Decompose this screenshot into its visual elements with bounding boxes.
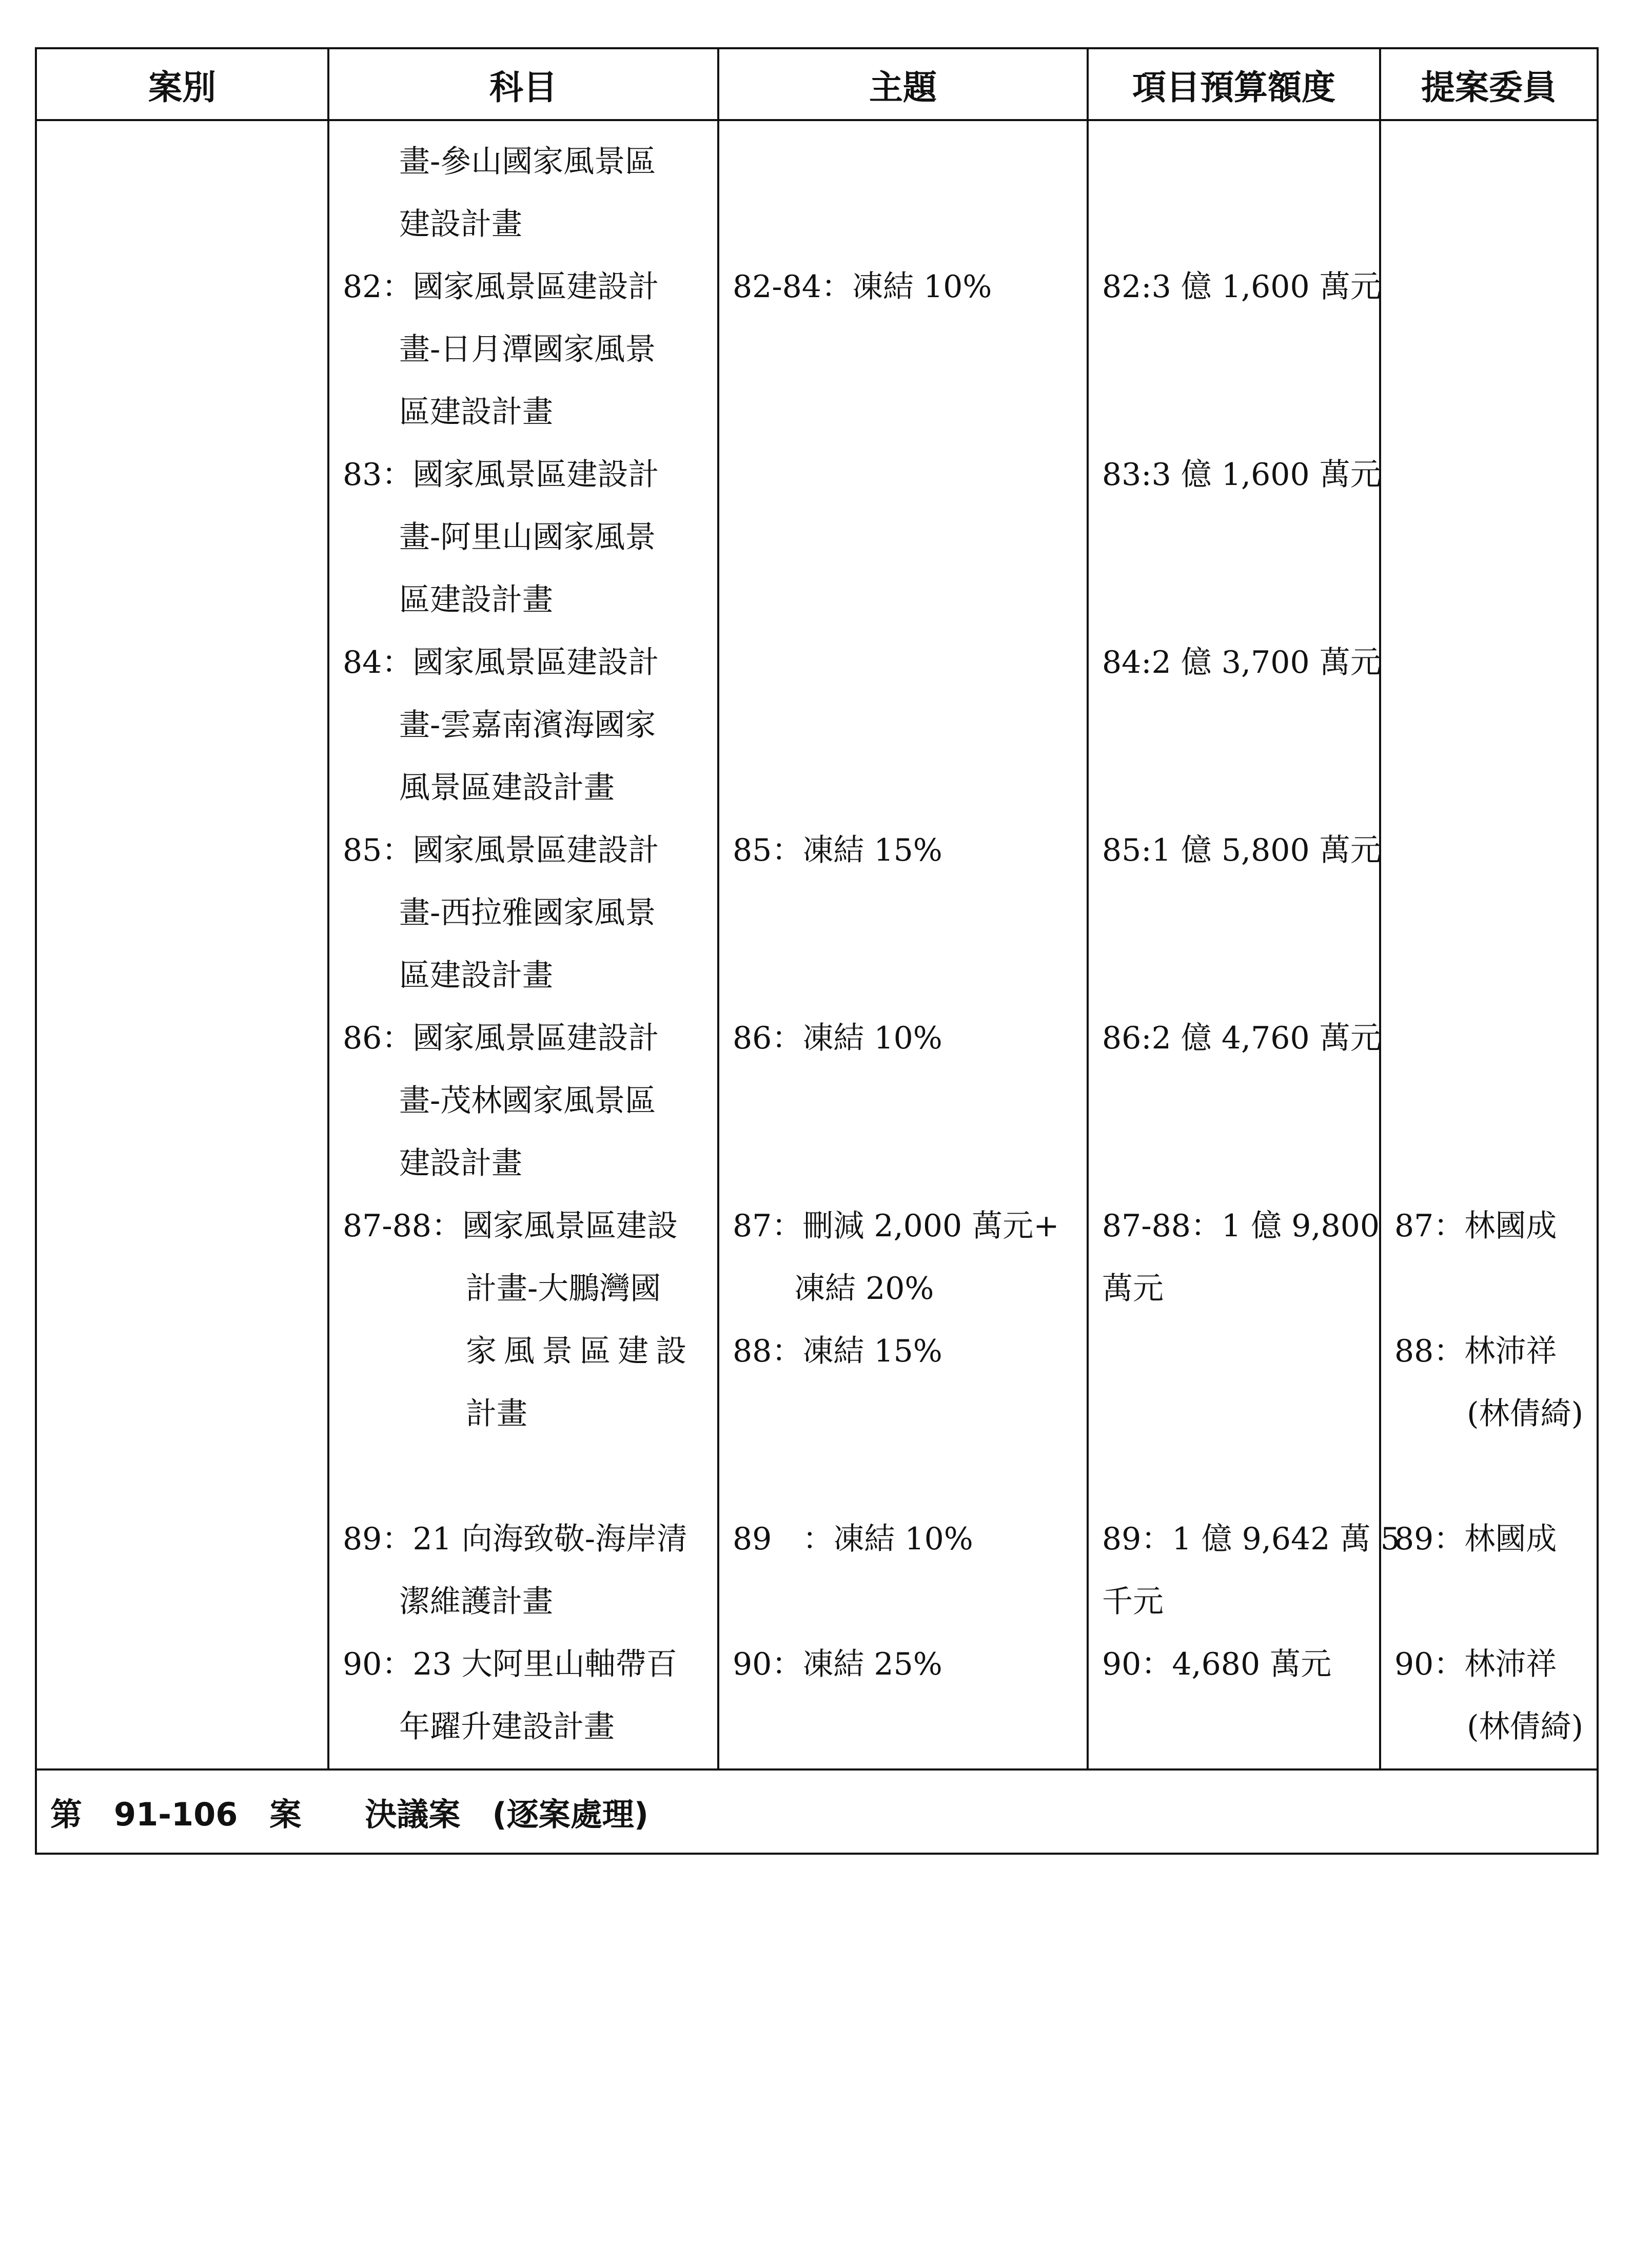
subject-line: 90：23 大阿里山軸帶百 [343,1646,677,1682]
subject-line: 潔維護計畫 [399,1584,553,1620]
subject-line: 85：國家風景區建設計 [343,832,659,868]
budget-line: 87-88：1 億 9,800 [1102,1208,1380,1244]
proposer-line: (林倩綺) [1467,1709,1583,1745]
proposer-line: (林倩綺) [1467,1396,1583,1432]
subject-line: 風景區建設計畫 [399,770,615,806]
subject-line: 86：國家風景區建設計 [343,1020,659,1056]
theme-line: 89 ：凍結 10% [733,1521,973,1557]
subject-line: 區建設計畫 [399,958,553,994]
table-footer-row [36,1769,1598,1854]
subject-cell [328,120,718,1769]
subject-line: 畫-參山國家風景區 [399,144,656,180]
proposer-line: 90：林沛祥 [1394,1646,1557,1682]
table-body-row [36,120,1598,1769]
subject-line: 家風景區建設 [466,1333,694,1369]
subject-line: 84：國家風景區建設計 [343,645,659,680]
theme-cell [718,120,1088,1769]
subject-line: 計畫 [466,1396,527,1432]
subject-line: 畫-西拉雅國家風景 [399,895,656,931]
proposer-line: 89：林國成 [1394,1521,1557,1557]
subject-line: 區建設計畫 [399,582,553,618]
budget-line: 84:2 億 3,700 萬元 [1102,645,1381,680]
budget-table [35,47,1599,1855]
header-theme: 主題 [718,48,1088,120]
subject-line: 83：國家風景區建設計 [343,457,659,493]
theme-line: 85：凍結 15% [733,832,942,868]
table-header-row [36,48,1598,120]
subject-line: 計畫-大鵬灣國 [466,1271,661,1307]
budget-table-sheet [35,47,1597,1855]
theme-line: 88：凍結 15% [733,1333,942,1369]
subject-line: 建設計畫 [399,206,522,242]
spacer [343,1445,704,1508]
subject-line: 畫-日月潭國家風景 [399,332,656,367]
budget-line: 85:1 億 5,800 萬元 [1102,832,1381,868]
header-budget-amount: 項目預算額度 [1088,48,1380,120]
subject-line: 建設計畫 [399,1145,522,1181]
subject-line: 年躍升建設計畫 [399,1709,615,1745]
theme-line: 82-84：凍結 10% [733,269,992,305]
theme-line: 凍結 20% [794,1271,934,1307]
subject-line: 87-88：國家風景區建設 [343,1208,678,1244]
budget-line: 千元 [1102,1584,1164,1620]
resolution-footer: 第 91-106 案 決議案 (逐案處理) [36,1769,1598,1854]
subject-line: 畫-阿里山國家風景 [399,519,656,555]
theme-line: 86：凍結 10% [733,1020,942,1056]
budget-line: 82:3 億 1,600 萬元 [1102,269,1381,305]
budget-line: 89：1 億 9,642 萬 5 [1102,1521,1400,1557]
budget-cell [1088,120,1400,1769]
budget-line: 86:2 億 4,760 萬元 [1102,1020,1381,1056]
budget-line: 83:3 億 1,600 萬元 [1102,457,1381,493]
proposer-line: 87：林國成 [1394,1208,1557,1244]
subject-line: 89：21 向海致敬-海岸清 [343,1521,688,1557]
case-cell [36,120,328,1769]
theme-line: 90：凍結 25% [733,1646,942,1682]
proposer-line: 88：林沛祥 [1394,1333,1557,1369]
subject-line: 畫-雲嘉南濱海國家 [399,707,656,743]
budget-line: 90：4,680 萬元 [1102,1646,1332,1682]
proposer-cell [1380,120,1598,1769]
subject-line: 區建設計畫 [399,394,553,430]
budget-line: 萬元 [1102,1271,1164,1307]
theme-line: 87：刪減 2,000 萬元+ [733,1208,1059,1244]
header-subject: 科目 [328,48,718,120]
subject-line: 畫-茂林國家風景區 [399,1083,656,1119]
header-proposer: 提案委員 [1380,48,1598,120]
subject-line: 82：國家風景區建設計 [343,269,659,305]
header-case: 案別 [36,48,328,120]
